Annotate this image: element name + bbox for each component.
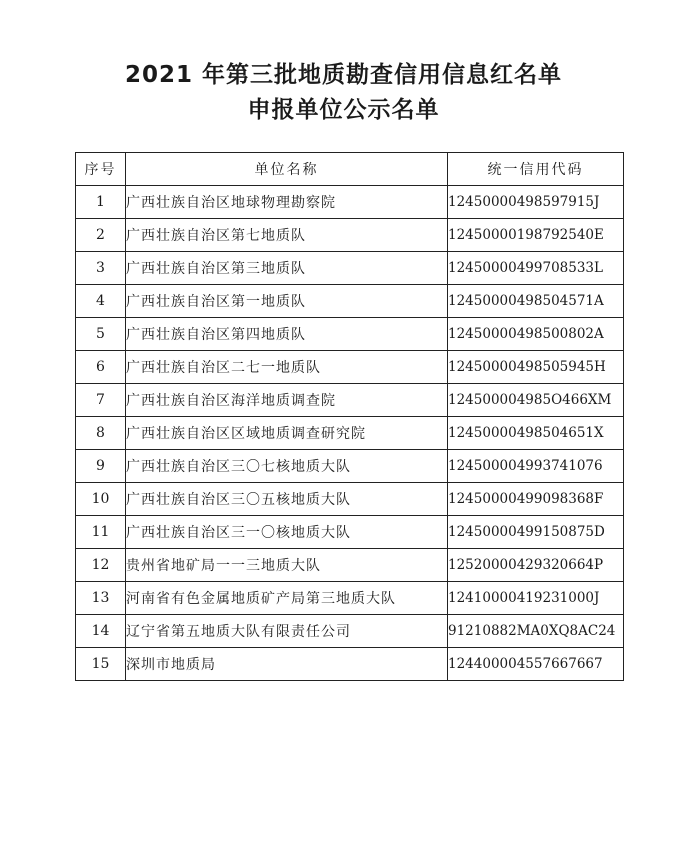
row-credit-code: 12520000429320664P [448,549,624,582]
table-header [76,153,624,186]
row-credit-code: 12410000419231000J [448,582,624,615]
red-list-table [75,152,624,681]
table-row [76,285,624,318]
table-row [76,483,624,516]
row-credit-code: 12450000499098368F [448,483,624,516]
table-row [76,318,624,351]
header-row [76,153,624,186]
table-row [76,186,624,219]
row-serial-number: 11 [76,516,126,549]
row-credit-code: 12450000498504651X [448,417,624,450]
header-unit-name: 单位名称 [126,153,448,186]
row-serial-number: 5 [76,318,126,351]
row-unit-name: 广西壮族自治区海洋地质调查院 [126,384,448,417]
row-credit-code: 124500004985O466XM [448,384,624,417]
row-serial-number: 7 [76,384,126,417]
row-serial-number: 8 [76,417,126,450]
table-row [76,549,624,582]
header-serial-number: 序号 [76,153,126,186]
row-unit-name: 广西壮族自治区第三地质队 [126,252,448,285]
row-unit-name: 河南省有色金属地质矿产局第三地质大队 [126,582,448,615]
row-serial-number: 9 [76,450,126,483]
row-serial-number: 2 [76,219,126,252]
row-serial-number: 6 [76,351,126,384]
row-credit-code: 12450000499708533L [448,252,624,285]
row-unit-name: 广西壮族自治区第四地质队 [126,318,448,351]
row-credit-code: 12450000499150875D [448,516,624,549]
table-row [76,219,624,252]
row-credit-code: 12450000498597915J [448,186,624,219]
row-unit-name: 广西壮族自治区三一〇核地质大队 [126,516,448,549]
table-row [76,351,624,384]
row-unit-name: 广西壮族自治区三〇七核地质大队 [126,450,448,483]
row-serial-number: 1 [76,186,126,219]
row-unit-name: 广西壮族自治区第一地质队 [126,285,448,318]
table-row [76,417,624,450]
row-unit-name: 广西壮族自治区二七一地质队 [126,351,448,384]
row-serial-number: 14 [76,615,126,648]
row-unit-name: 广西壮族自治区第七地质队 [126,219,448,252]
table-body [76,186,624,681]
row-credit-code: 91210882MA0XQ8AC24 [448,615,624,648]
row-credit-code: 12450000198792540E [448,219,624,252]
table-row [76,615,624,648]
row-serial-number: 13 [76,582,126,615]
row-serial-number: 15 [76,648,126,681]
row-serial-number: 3 [76,252,126,285]
header-credit-code: 统一信用代码 [448,153,624,186]
row-unit-name: 辽宁省第五地质大队有限责任公司 [126,615,448,648]
row-serial-number: 12 [76,549,126,582]
row-credit-code: 12450000498504571A [448,285,624,318]
table-row [76,384,624,417]
document-title-line-1: 2021 年第三批地质勘查信用信息红名单 [124,62,563,88]
row-credit-code: 12450000498500802A [448,318,624,351]
row-credit-code: 124400004557667667 [448,648,624,681]
table-row [76,582,624,615]
row-unit-name: 深圳市地质局 [126,648,448,681]
document-title-line-2: 申报单位公示名单 [247,97,440,123]
row-credit-code: 12450000498505945H [448,351,624,384]
row-unit-name: 广西壮族自治区区域地质调查研究院 [126,417,448,450]
row-serial-number: 4 [76,285,126,318]
row-unit-name: 广西壮族自治区地球物理勘察院 [126,186,448,219]
row-credit-code: 124500004993741076 [448,450,624,483]
table-row [76,516,624,549]
table-row [76,648,624,681]
row-serial-number: 10 [76,483,126,516]
row-unit-name: 广西壮族自治区三〇五核地质大队 [126,483,448,516]
table-row [76,450,624,483]
table-row [76,252,624,285]
row-unit-name: 贵州省地矿局一一三地质大队 [126,549,448,582]
